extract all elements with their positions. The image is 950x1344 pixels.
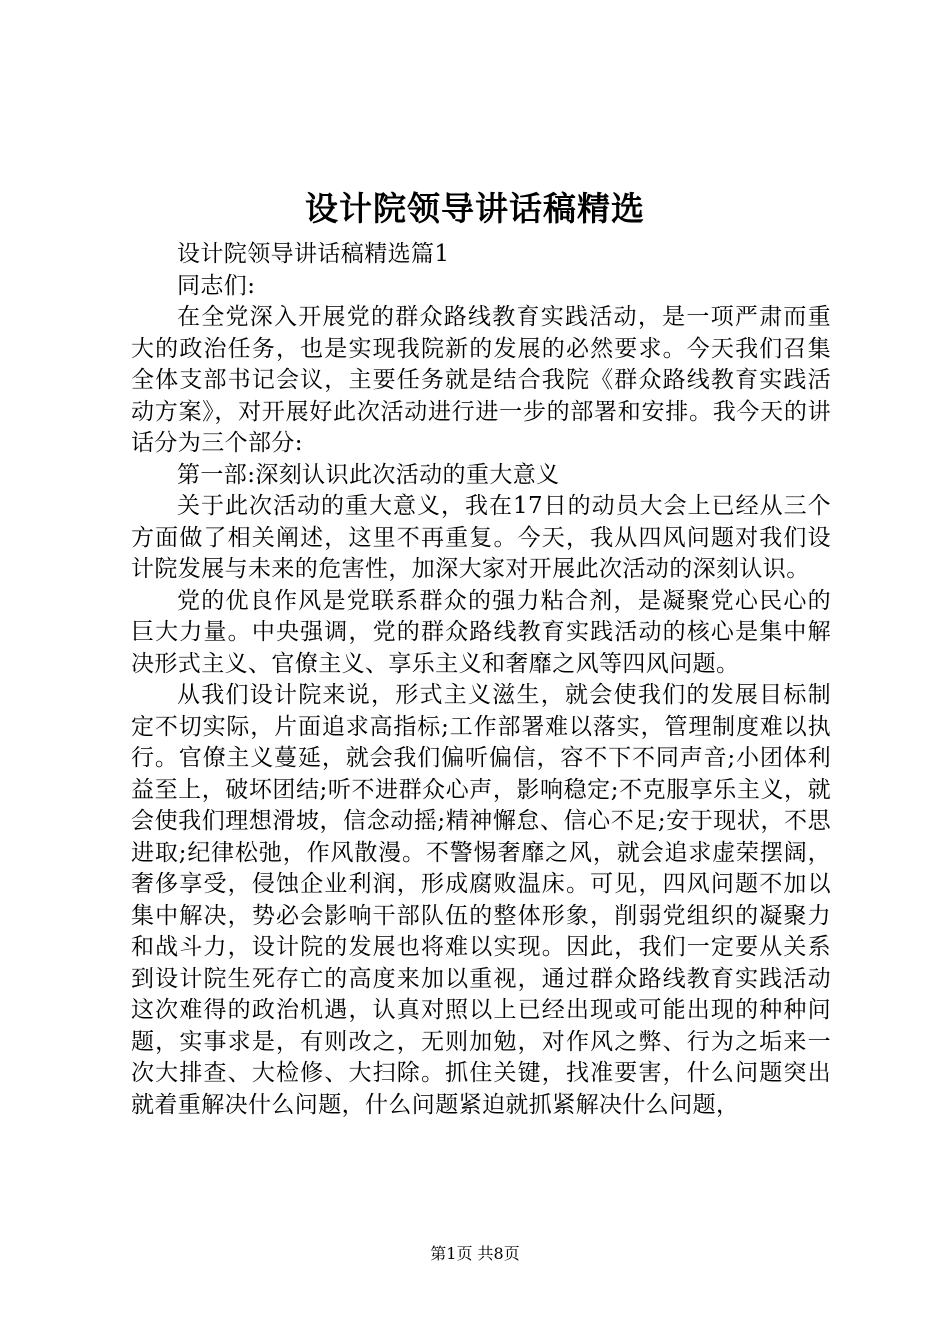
page-number-footer: 第1页 共8页 (430, 1244, 520, 1263)
paragraph: 党的优良作风是党联系群众的强力粘合剂，是凝聚党心民心的巨大力量。中央强调，党的群众路线教育实践活动的核心是集中解决形式主义、官僚主义、享乐主义和奢靡之风等四风问题。 (131, 587, 831, 677)
paragraph-salutation: 同志们: (177, 272, 256, 299)
paragraph-section-heading: 设计院领导讲话稿精选篇1 (177, 241, 450, 267)
document-title: 设计院领导讲话稿精选 (305, 189, 645, 228)
document-body (131, 239, 831, 1121)
paragraph: 从我们设计院来说，形式主义滋生，就会使我们的发展目标制定不切实际，片面追求高指标;工作部署难以落实，管理制度难以执行。官僚主义蔓延，就会我们偏听偏信，容不下不同声音;小团体利益至上，破坏团结;听不进群众心声，影响稳定;不克服享乐主义，就会使我们理想滑坡，信念动摇;精神懈怠、信心不足;安于现状，不思进取;纪律松弛，作风散漫。不警惕奢靡之风，就会追求虚荣摆阔，奢侈享受，侵蚀企业利润，形成腐败温床。可见，四风问题不加以集中解决，势必会影响干部队伍的整体形象，削弱党组织的凝聚力和战斗力，设计院的发展也将难以实现。因此，我们一定要从关系到设计院生死存亡的高度来加以重视，通过群众路线教育实践活动这次难得的政治机遇，认真对照以上已经出现或可能出现的种种问题，实事求是，有则改之，无则加勉，对作风之弊、行为之垢来一次大排查、大检修、大扫除。抓住关键，找准要害，什么问题突出就着重解决什么问题，什么问题紧迫就抓紧解决什么问题， (131, 682, 831, 1118)
paragraph: 关于此次活动的重大意义，我在17日的动员大会上已经从三个方面做了相关阐述，这里不再重复。今天，我从四风问题对我们设计院发展与未来的危害性，加深大家对开展此次活动的深刻认识。 (131, 493, 831, 582)
paragraph: 在全党深入开展党的群众路线教育实践活动，是一项严肃而重大的政治任务，也是实现我院新的发展的必然要求。今天我们召集全体支部书记会议，主要任务就是结合我院《群众路线教育实践活动方案》，对开展好此次活动进行进一步的部署和安排。我今天的讲话分为三个部分: (131, 304, 831, 456)
paragraph-part-heading: 第一部:深刻认识此次活动的重大意义 (177, 461, 560, 488)
